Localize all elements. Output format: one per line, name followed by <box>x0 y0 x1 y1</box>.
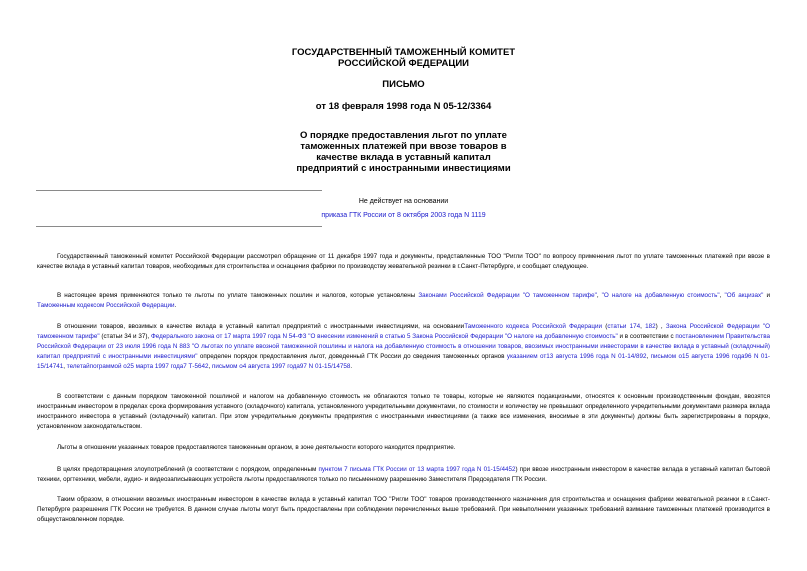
article-174-link[interactable]: статьи 174 <box>607 323 641 330</box>
law-customs-tariff-link[interactable]: Закона Российской Федерации "О таможенном тарифе" <box>37 323 770 340</box>
title-line: таможенных платежей при ввозе товаров в <box>300 141 507 152</box>
text-fragment: , <box>208 363 212 370</box>
title-line: предприятий с иностранными инвестициями <box>296 163 511 174</box>
document-date-number: от 18 февраля 1998 года N 05-12/3364 <box>315 101 492 112</box>
article-182-link[interactable]: 182 <box>645 323 656 330</box>
text-fragment: , <box>596 292 602 299</box>
title-line: О порядке предоставления льгот по уплате <box>300 130 507 141</box>
paragraph-3 <box>37 322 770 372</box>
letter-15-4452-link[interactable]: пунктом 7 письма ГТК России от 13 марта 1997 года N 01-15/4452 <box>318 466 516 473</box>
text-fragment: (статьи 34 и 37), <box>99 333 151 340</box>
status-order-link[interactable]: приказа ГТК России от 8 октября 2003 года N 1119 <box>321 212 486 219</box>
law-customs-tariff-link[interactable]: Законами Российской Федерации "О таможенном тарифе" <box>418 292 597 299</box>
text-fragment: ( <box>602 323 608 330</box>
text-fragment: В отношении товаров, ввозимых в качестве вклада в уставный капитал предприятий с иностранными инвестициями, на основании <box>57 323 465 330</box>
org-line-2: РОССИЙСКОЙ ФЕДЕРАЦИИ <box>337 58 469 69</box>
text-fragment: В настоящее время применяются только те льготы по уплате таможенных пошлин и налогов, которые установлены <box>57 292 419 299</box>
text-fragment: , <box>640 323 646 330</box>
text-fragment: определен порядок предоставления льгот, доведенный ГТК России до сведения таможенных органов <box>197 353 507 360</box>
paragraph-1: Государственный таможенный комитет Российской Федерации рассмотрел обращение от 11 декабря 1997 года и документы, представленные ТОО "Ригли ТОО" по вопросу применения льгот по уплате таможенных платежей при ввозе в качестве вклада в уставный капитал товаров, необходимых для строительства и оснащения фабрики по производству жевательной резинки в г.Санкт-Петербурге, и сообщает следующее. <box>37 253 770 270</box>
document-type: ПИСЬМО <box>382 79 425 90</box>
government-decree-883-link[interactable]: постановлением Правительства Российской Федерации от 23 июля 1996 года N 883 "О льготах по уплате ввозной таможенной пошлины и налога на добавленную стоимость в отношении товаров, ввозимых иностранными инвесторами в качестве вклада в уставный (складочный) капитал предприятий с иностранными инвестициями" <box>37 333 770 360</box>
org-line-1: ГОСУДАРСТВЕННЫЙ ТАМОЖЕННЫЙ КОМИТЕТ <box>291 47 516 58</box>
text-fragment: . <box>174 302 177 309</box>
instruction-14-892-link[interactable]: указанием от13 августа 1996 года N 01-14/892 <box>506 353 647 360</box>
document-title <box>0 130 807 174</box>
text-fragment: ) , <box>655 323 666 330</box>
paragraph-7: Таким образом, в отношении ввозимых иностранным инвестором в качестве вклада в уставный капитал ТОО "Ригли ТОО" товаров производственного назначения для строительства и оснащения фабрики жевательной резинки в г.Санкт-Петербурге разрешения ГТК России не требуется. В данном случае льготы могут быть предоставлены при соблюдении перечисленных выше требований. При невыполнении указанных требований взимание таможенных платежей производится в общеустановленном порядке. <box>37 496 770 523</box>
letter-15-14758-link[interactable]: письмом о4 августа 1997 года97 N 01-15/14758 <box>212 363 351 370</box>
teletype-t5642-link[interactable]: телетайпограммой о25 марта 1997 года7 Т-5642 <box>66 363 209 370</box>
status-note: Не действует на основании <box>358 198 449 205</box>
paragraph-5: Льготы в отношении указанных товаров предоставляются таможенным органом, в зоне деятельности которого находится предприятие. <box>57 444 456 451</box>
title-line: качестве вклада в уставный капитал <box>316 152 491 163</box>
text-fragment: и в соответствии с <box>617 333 676 340</box>
law-excise-link[interactable]: "Об акцизах" <box>724 292 764 299</box>
divider-top <box>36 190 322 191</box>
paragraph-4: В соответствии с данным порядком таможенной пошлиной и налогом на добавленную стоимость не облагаются только те товары, которые не являются подакцизными, относятся к основным производственным фондам, ввозятся иностранным инвестором в пределах срока формирования уставного (складочного) капитала, установленного учредительными документами, по стоимости и количеству не превышают определенного учредительными документами размера вклада иностранного инвестора в уставный (складочный) капитал. При этом учредительные документы предприятия с иностранными инвестициями (а также все изменения, вносимые в эти документы) должны быть зарегистрированы в порядке, установленном законодательством. <box>37 393 770 430</box>
divider-bottom <box>36 226 322 227</box>
customs-code-link[interactable]: Таможенного кодекса Российской Федерации <box>464 323 603 330</box>
paragraph-2 <box>37 291 770 311</box>
text-fragment: , <box>646 353 651 360</box>
text-fragment: , <box>719 292 725 299</box>
text-fragment: . <box>350 363 353 370</box>
federal-law-54fz-link[interactable]: Федерального закона от 17 марта 1997 года N 54-ФЗ "О внесении изменений в статью 5 Закона Российской Федерации "О налоге на добавленную стоимость" <box>150 333 618 340</box>
text-fragment: ) при ввозе иностранным инвестором в качестве вклада в уставный капитал бытовой техники, оргтехники, мебели, аудио- и видеозаписывающих устройств льготы предоставляются только по письменному разрешению Заместителя Председателя ГТК России. <box>37 466 770 483</box>
law-vat-link[interactable]: "О налоге на добавленную стоимость" <box>601 292 720 299</box>
customs-code-link[interactable]: Таможенным кодексом Российской Федерации <box>37 302 175 309</box>
text-fragment: и <box>763 292 771 299</box>
issuing-organization <box>0 47 807 69</box>
letter-15-14741-link[interactable]: письмом о15 августа 1996 года96 N 01-15/14741 <box>37 353 770 370</box>
status-link-wrap <box>0 211 807 221</box>
text-fragment: В целях предотвращения злоупотреблений (в соответствии с порядком, определенным <box>57 466 319 473</box>
paragraph-6 <box>37 465 770 485</box>
text-fragment: , <box>63 363 67 370</box>
